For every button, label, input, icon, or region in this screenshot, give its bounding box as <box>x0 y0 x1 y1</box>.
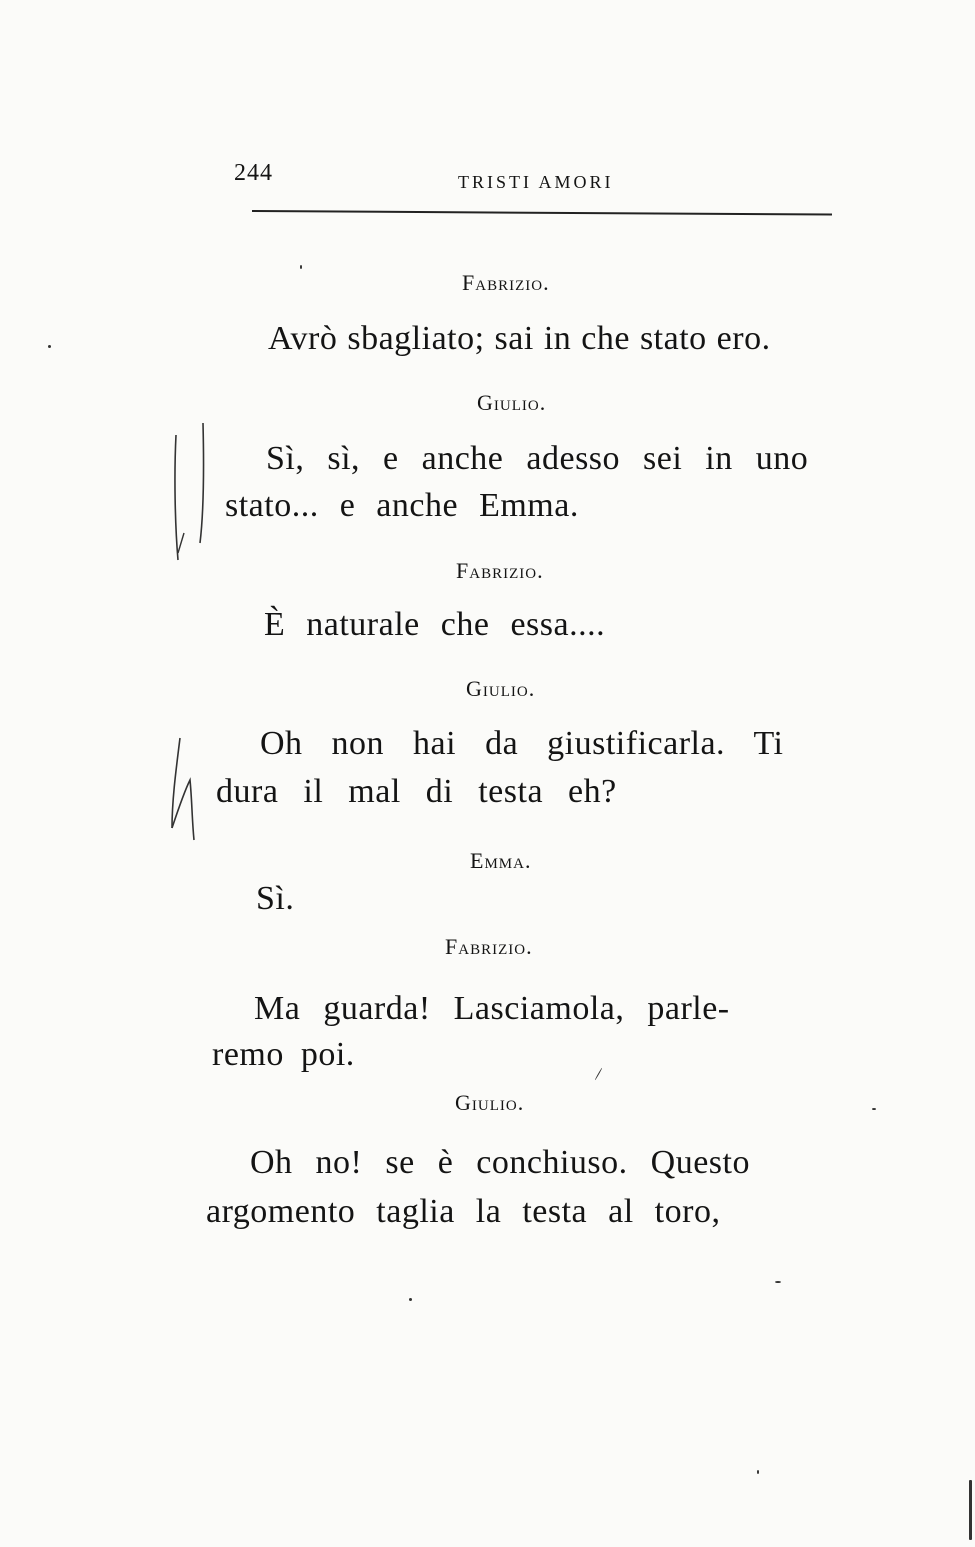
pencil-margin-mark-lower <box>160 730 210 850</box>
dialogue-line: Oh no! se è conchiuso. Questo <box>250 1144 750 1181</box>
speaker-name: Giulio. <box>455 1090 525 1115</box>
scan-speck <box>48 345 51 348</box>
speaker-name: Giulio. <box>477 390 547 415</box>
scan-speck <box>595 1068 603 1081</box>
dialogue-line: È naturale che essa.... <box>264 606 606 643</box>
header-rule <box>252 210 832 216</box>
dialogue-line: Sì, sì, e anche adesso sei in uno <box>266 440 809 477</box>
dialogue-line: Ma guarda! Lasciamola, parle- <box>254 990 730 1027</box>
dialogue-line: Avrò sbagliato; sai in che stato ero. <box>268 320 771 357</box>
dialogue-line: argomento taglia la testa al toro, <box>206 1193 721 1230</box>
page-number: 244 <box>234 160 273 186</box>
speaker-name: Fabrizio. <box>445 934 533 959</box>
pencil-margin-mark-upper <box>160 415 220 575</box>
dialogue-line: stato... e anche Emma. <box>225 487 579 524</box>
speaker-name: Fabrizio. <box>456 558 544 583</box>
scan-speck <box>775 1281 781 1283</box>
speaker-name: Giulio. <box>466 676 536 701</box>
running-title: TRISTI AMORI <box>458 172 614 192</box>
dialogue-line: Oh non hai da giustificarla. Ti <box>260 725 784 762</box>
scan-speck <box>300 265 302 269</box>
scan-speck <box>757 1470 759 1474</box>
dialogue-line: Sì. <box>256 880 295 917</box>
speaker-name: Fabrizio. <box>462 270 550 295</box>
scan-speck <box>409 1298 412 1301</box>
dialogue-line: dura il mal di testa eh? <box>216 773 617 810</box>
scan-speck <box>969 1480 972 1540</box>
speaker-name: Emma. <box>470 848 532 873</box>
scan-speck <box>872 1108 876 1110</box>
dialogue-line: remo poi. <box>212 1036 355 1073</box>
